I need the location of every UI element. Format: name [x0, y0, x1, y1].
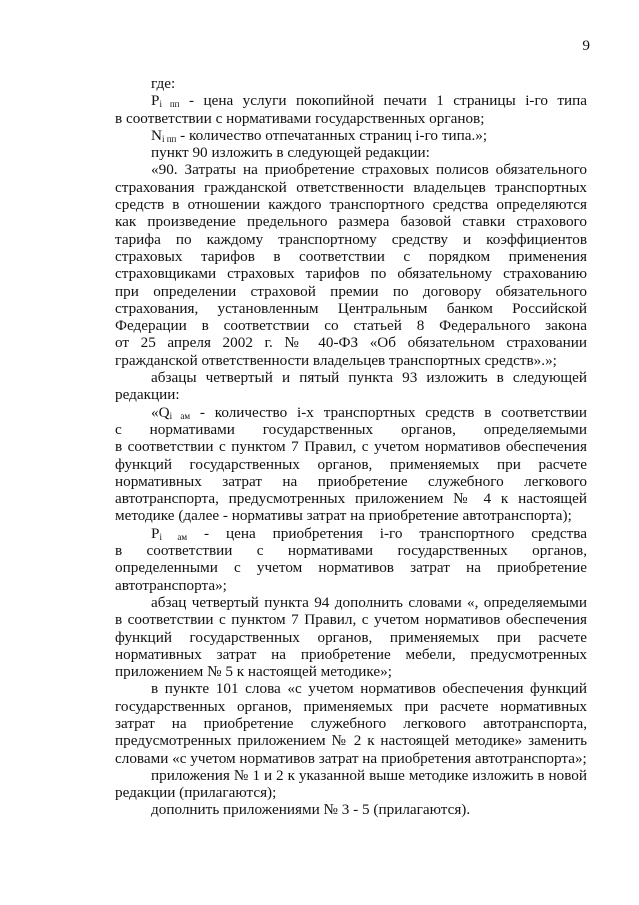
text-line: словами «с учетом нормативов затрат на приобретения автотранспорта»; — [115, 749, 587, 767]
text-line: нормативных затрат на приобретение служебного легкового — [115, 472, 587, 490]
text-fragment: - количество i-х транспортных средств в соответствии — [199, 403, 587, 421]
text-fragment: - цена услуги покопийной печати 1 страницы i-го типа — [188, 92, 587, 110]
text-line: дополнить приложениями № 3 - 5 (прилагаются). — [151, 801, 471, 819]
text-line: гражданской ответственности владельцев транспортных средств».»; — [115, 351, 557, 369]
text-line: абзац четвертый пункта 94 дополнить словами «, определяемыми — [151, 593, 587, 611]
text-line: где: — [151, 75, 176, 92]
text-line — [115, 404, 587, 421]
text-line — [115, 525, 587, 542]
symbol-q-base: Q — [158, 403, 170, 421]
text-line: нормативных затрат на приобретение мебели, предусмотренных — [115, 645, 587, 663]
symbol-p-base: P — [151, 92, 160, 110]
text-line: автотранспорта»; — [115, 576, 227, 594]
text-line: с нормативами государственных органов, определяемыми — [115, 420, 587, 438]
symbol-q-subscript: i ам — [169, 410, 191, 421]
text-line: редакции: — [115, 386, 180, 404]
text-line: затрат на приобретение служебного легкового автотранспорта, — [115, 714, 587, 732]
text-line: предусмотренных приложением № 2 к настоящей методике» заменить — [115, 732, 587, 750]
text-line: методике (далее - нормативы затрат на приобретение автотранспорта); — [115, 507, 572, 525]
text-line: «90. Затраты на приобретение страховых полисов обязательного — [151, 161, 587, 179]
text-fragment: - цена приобретения i-го транспортного средства — [204, 524, 587, 542]
text-line — [115, 127, 587, 144]
text-line: пункт 90 изложить в следующей редакции: — [151, 144, 430, 162]
page-number: 9 — [582, 37, 590, 54]
text-line — [115, 92, 587, 109]
document-body — [115, 75, 587, 819]
text-line: приложением № 5 к настоящей методике»; — [115, 663, 392, 681]
text-line: в соответствии с пунктом 7 Правил, с учетом нормативов обеспечения — [115, 611, 587, 629]
text-line: функций государственных органов, применяемых при расчете — [115, 455, 587, 473]
text-fragment: - количество отпечатанных страниц i-го типа.»; — [180, 126, 488, 144]
text-line: тарифа по каждому транспортному средству и коэффициентов — [115, 230, 587, 248]
text-line: страхования гражданской ответственности владельцев транспортных — [115, 178, 587, 196]
text-line: средств в отношении каждого транспортного средства определяются — [115, 196, 587, 214]
text-line: страховщиками страховых тарифов по обязательному страхованию — [115, 265, 587, 283]
symbol-pa-base: P — [151, 524, 160, 542]
text-line: от 25 апреля 2002 г. № 40-ФЗ «Об обязательном страховании — [115, 334, 587, 352]
text-line: в соответствии с пунктом 7 Правил, с учетом нормативов обеспечения — [115, 438, 587, 456]
text-line: при определении страховой премии по договору обязательного — [115, 282, 587, 300]
text-line: функций государственных органов, применяемых при расчете — [115, 628, 587, 646]
text-line: страхования, установленным Центральным банком Российской — [115, 299, 587, 317]
text-line: страховых тарифов в соответствии с порядком применения — [115, 247, 587, 265]
symbol-p-subscript: i пп — [159, 99, 180, 110]
text-line: абзацы четвертый и пятый пункта 93 изложить в следующей — [151, 369, 587, 387]
text-line: как произведение предельного размера базовой ставки страхового — [115, 213, 587, 231]
quote-open: « — [151, 403, 159, 421]
text-line: приложения № 1 и 2 к указанной выше методике изложить в новой — [151, 766, 587, 784]
symbol-n-base: N — [151, 126, 162, 144]
text-line: Федерации в соответствии со статьей 8 Федерального закона — [115, 317, 587, 335]
symbol-pa-subscript: i ам — [159, 531, 188, 542]
text-line: автотранспорта, предусмотренных приложением № 4 к настоящей — [115, 490, 587, 508]
symbol-n-subscript: i пп — [161, 133, 177, 144]
text-line: в пункте 101 слова «с учетом нормативов обеспечения функций — [151, 680, 587, 698]
text-line: определенными с учетом нормативов затрат на приобретение — [115, 559, 587, 577]
text-line: в соответствии с нормативами государственных органов; — [115, 109, 485, 127]
text-line: в соответствии с нормативами государственных органов, — [115, 542, 587, 560]
text-line: государственных органов, применяемых при расчете нормативных — [115, 697, 587, 715]
text-line: редакции (прилагаются); — [115, 784, 277, 802]
